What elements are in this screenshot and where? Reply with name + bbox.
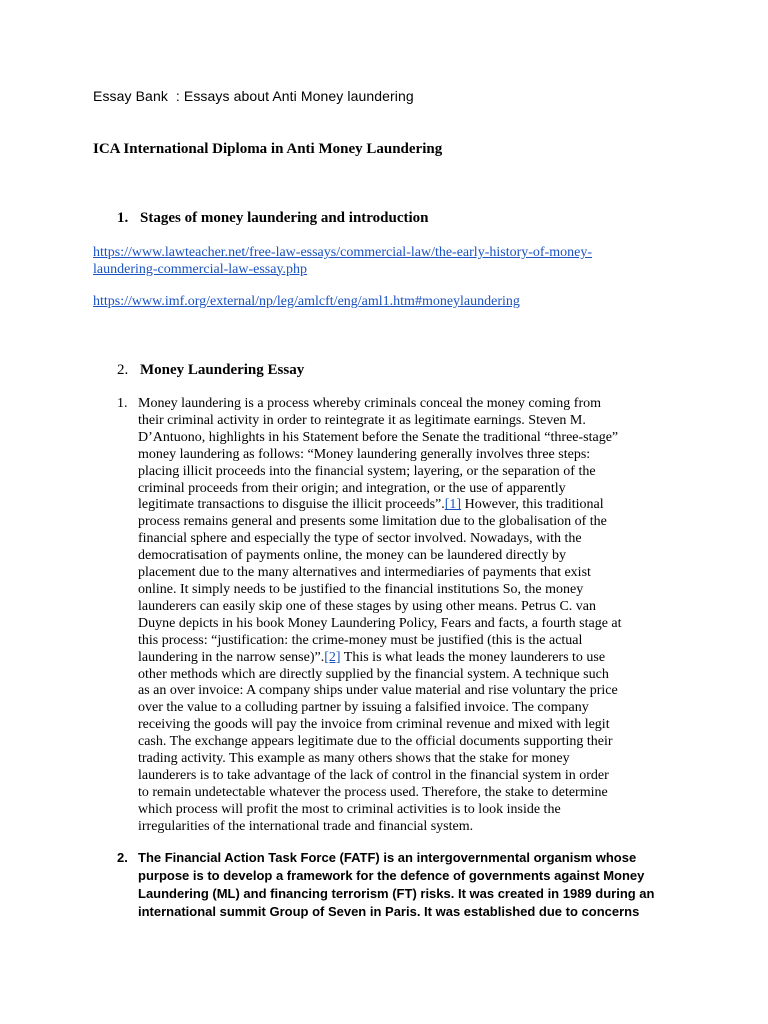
- paragraph-line-with-footnote-1: [138, 497, 665, 514]
- imf-link[interactable]: https://www.imf.org/external/np/leg/amlcft/eng/aml1.htm#moneylaundering: [93, 294, 520, 309]
- paragraph-line: this process: “justification: the crime-money must be justified (this is the actual: [138, 632, 583, 648]
- paragraph-line: international summit Group of Seven in Paris. It was established due to concerns: [138, 904, 640, 919]
- paragraph-1-body: [138, 396, 665, 836]
- section-2-number: 2.: [117, 362, 129, 378]
- paragraph-line: placement due to the many alternatives and intermediaries of payments that exist: [138, 565, 591, 581]
- imf-link-block: [93, 294, 673, 311]
- paragraph-line: over the value to a colluding partner by issuing a falsified invoice. The company: [138, 700, 589, 716]
- essay-bank-title: Essay Bank : Essays about Anti Money laundering: [93, 88, 414, 104]
- paragraph-line-with-footnote-2: [138, 650, 665, 667]
- paragraph-line: their criminal activity in order to reintegrate it as legitimate earnings. Steven M.: [138, 412, 586, 428]
- paragraph-line: receiving the goods will pay the invoice from criminal revenue and mixed with legit: [138, 717, 610, 733]
- paragraph-1-number: 1.: [117, 396, 128, 411]
- footnote-1-link[interactable]: [1]: [444, 497, 462, 513]
- paragraph-line-text: This is what leads the money launderers to use: [340, 649, 606, 665]
- paragraph-2-body: [138, 849, 677, 921]
- paragraph-line: Laundering (ML) and financing terrorism (FT) risks. It was created in 1989 during an: [138, 886, 655, 901]
- paragraph-2-number: 2.: [117, 850, 128, 865]
- section-2-title: Money Laundering Essay: [140, 362, 305, 378]
- paragraph-line: Money laundering is a process whereby criminals conceal the money coming from: [138, 396, 602, 411]
- paragraph-line: financial sphere and especially the type of sector involved. Nowadays, with the: [138, 531, 582, 547]
- section-1-heading: [117, 210, 429, 227]
- lawteacher-link-line-1: https://www.lawteacher.net/free-law-essays/commercial-law/the-early-history-of-money-: [93, 245, 593, 260]
- lawteacher-link-line-2: laundering-commercial-law-essay.php: [93, 261, 308, 277]
- paragraph-line: launderers can easily skip one of these stages by using other means. Petrus C. van: [138, 598, 597, 614]
- paragraph-line: to remain undetectable whatever the process used. Therefore, the stake to determine: [138, 784, 608, 800]
- paragraph-line: purpose is to develop a framework for the defence of governments against Money: [138, 868, 645, 883]
- paragraph-line-text: laundering in the narrow sense)”.: [138, 649, 325, 665]
- paragraph-line: irregularities of the international trade and financial system.: [138, 818, 474, 834]
- section-2-heading: [117, 362, 304, 379]
- diploma-title: ICA International Diploma in Anti Money Laundering: [93, 141, 443, 157]
- lawteacher-link-block: [93, 245, 673, 278]
- essay-paragraph-1: [117, 396, 665, 836]
- paragraph-line: which process will profit the most to criminal activities is to look inside the: [138, 801, 561, 817]
- paragraph-line: process remains general and presents some limitation due to the globalisation of the: [138, 514, 607, 530]
- paragraph-line: as an over invoice: A company ships under value material and rise voluntary the price: [138, 683, 618, 699]
- footnote-2-link[interactable]: [2]: [324, 649, 341, 665]
- paragraph-line: criminal proceeds from their origin; and integration, or the use of apparently: [138, 480, 566, 496]
- paragraph-line: cash. The exchange appears legitimate due to the official documents supporting their: [138, 734, 613, 750]
- paragraph-line: D’Antuono, highlights in his Statement before the Senate the traditional “three-stage”: [138, 429, 619, 445]
- paragraph-line: money laundering as follows: “Money laundering generally involves three steps:: [138, 446, 591, 462]
- paragraph-line: placing illicit proceeds into the financial system; layering, or the separation of the: [138, 463, 596, 479]
- paragraph-line-text: However, this traditional: [461, 497, 604, 513]
- paragraph-line: The Financial Action Task Force (FATF) is an intergovernmental organism whose: [138, 850, 637, 865]
- paragraph-line: democratisation of payments online, the money can be laundered directly by: [138, 548, 567, 564]
- paragraph-line-text: legitimate transactions to disguise the illicit proceeds”.: [138, 497, 445, 513]
- paragraph-line: trading activity. This example as many others shows that the stake for money: [138, 751, 570, 767]
- essay-paragraph-2: [117, 849, 677, 921]
- paragraph-line: other methods which are directly supplied by the financial system. A technique such: [138, 666, 609, 682]
- paragraph-line: Duyne depicts in his book Money Laundering Policy, Fears and facts, a fourth stage at: [138, 615, 622, 631]
- paragraph-line: online. It simply needs to be justified to the financial institutions So, the money: [138, 581, 584, 597]
- lawteacher-link[interactable]: [93, 245, 592, 277]
- section-1-title: Stages of money laundering and introduction: [140, 210, 429, 226]
- paragraph-line: launderers is to take advantage of the lack of control in the financial system in order: [138, 767, 609, 783]
- section-1-number: 1.: [117, 210, 129, 226]
